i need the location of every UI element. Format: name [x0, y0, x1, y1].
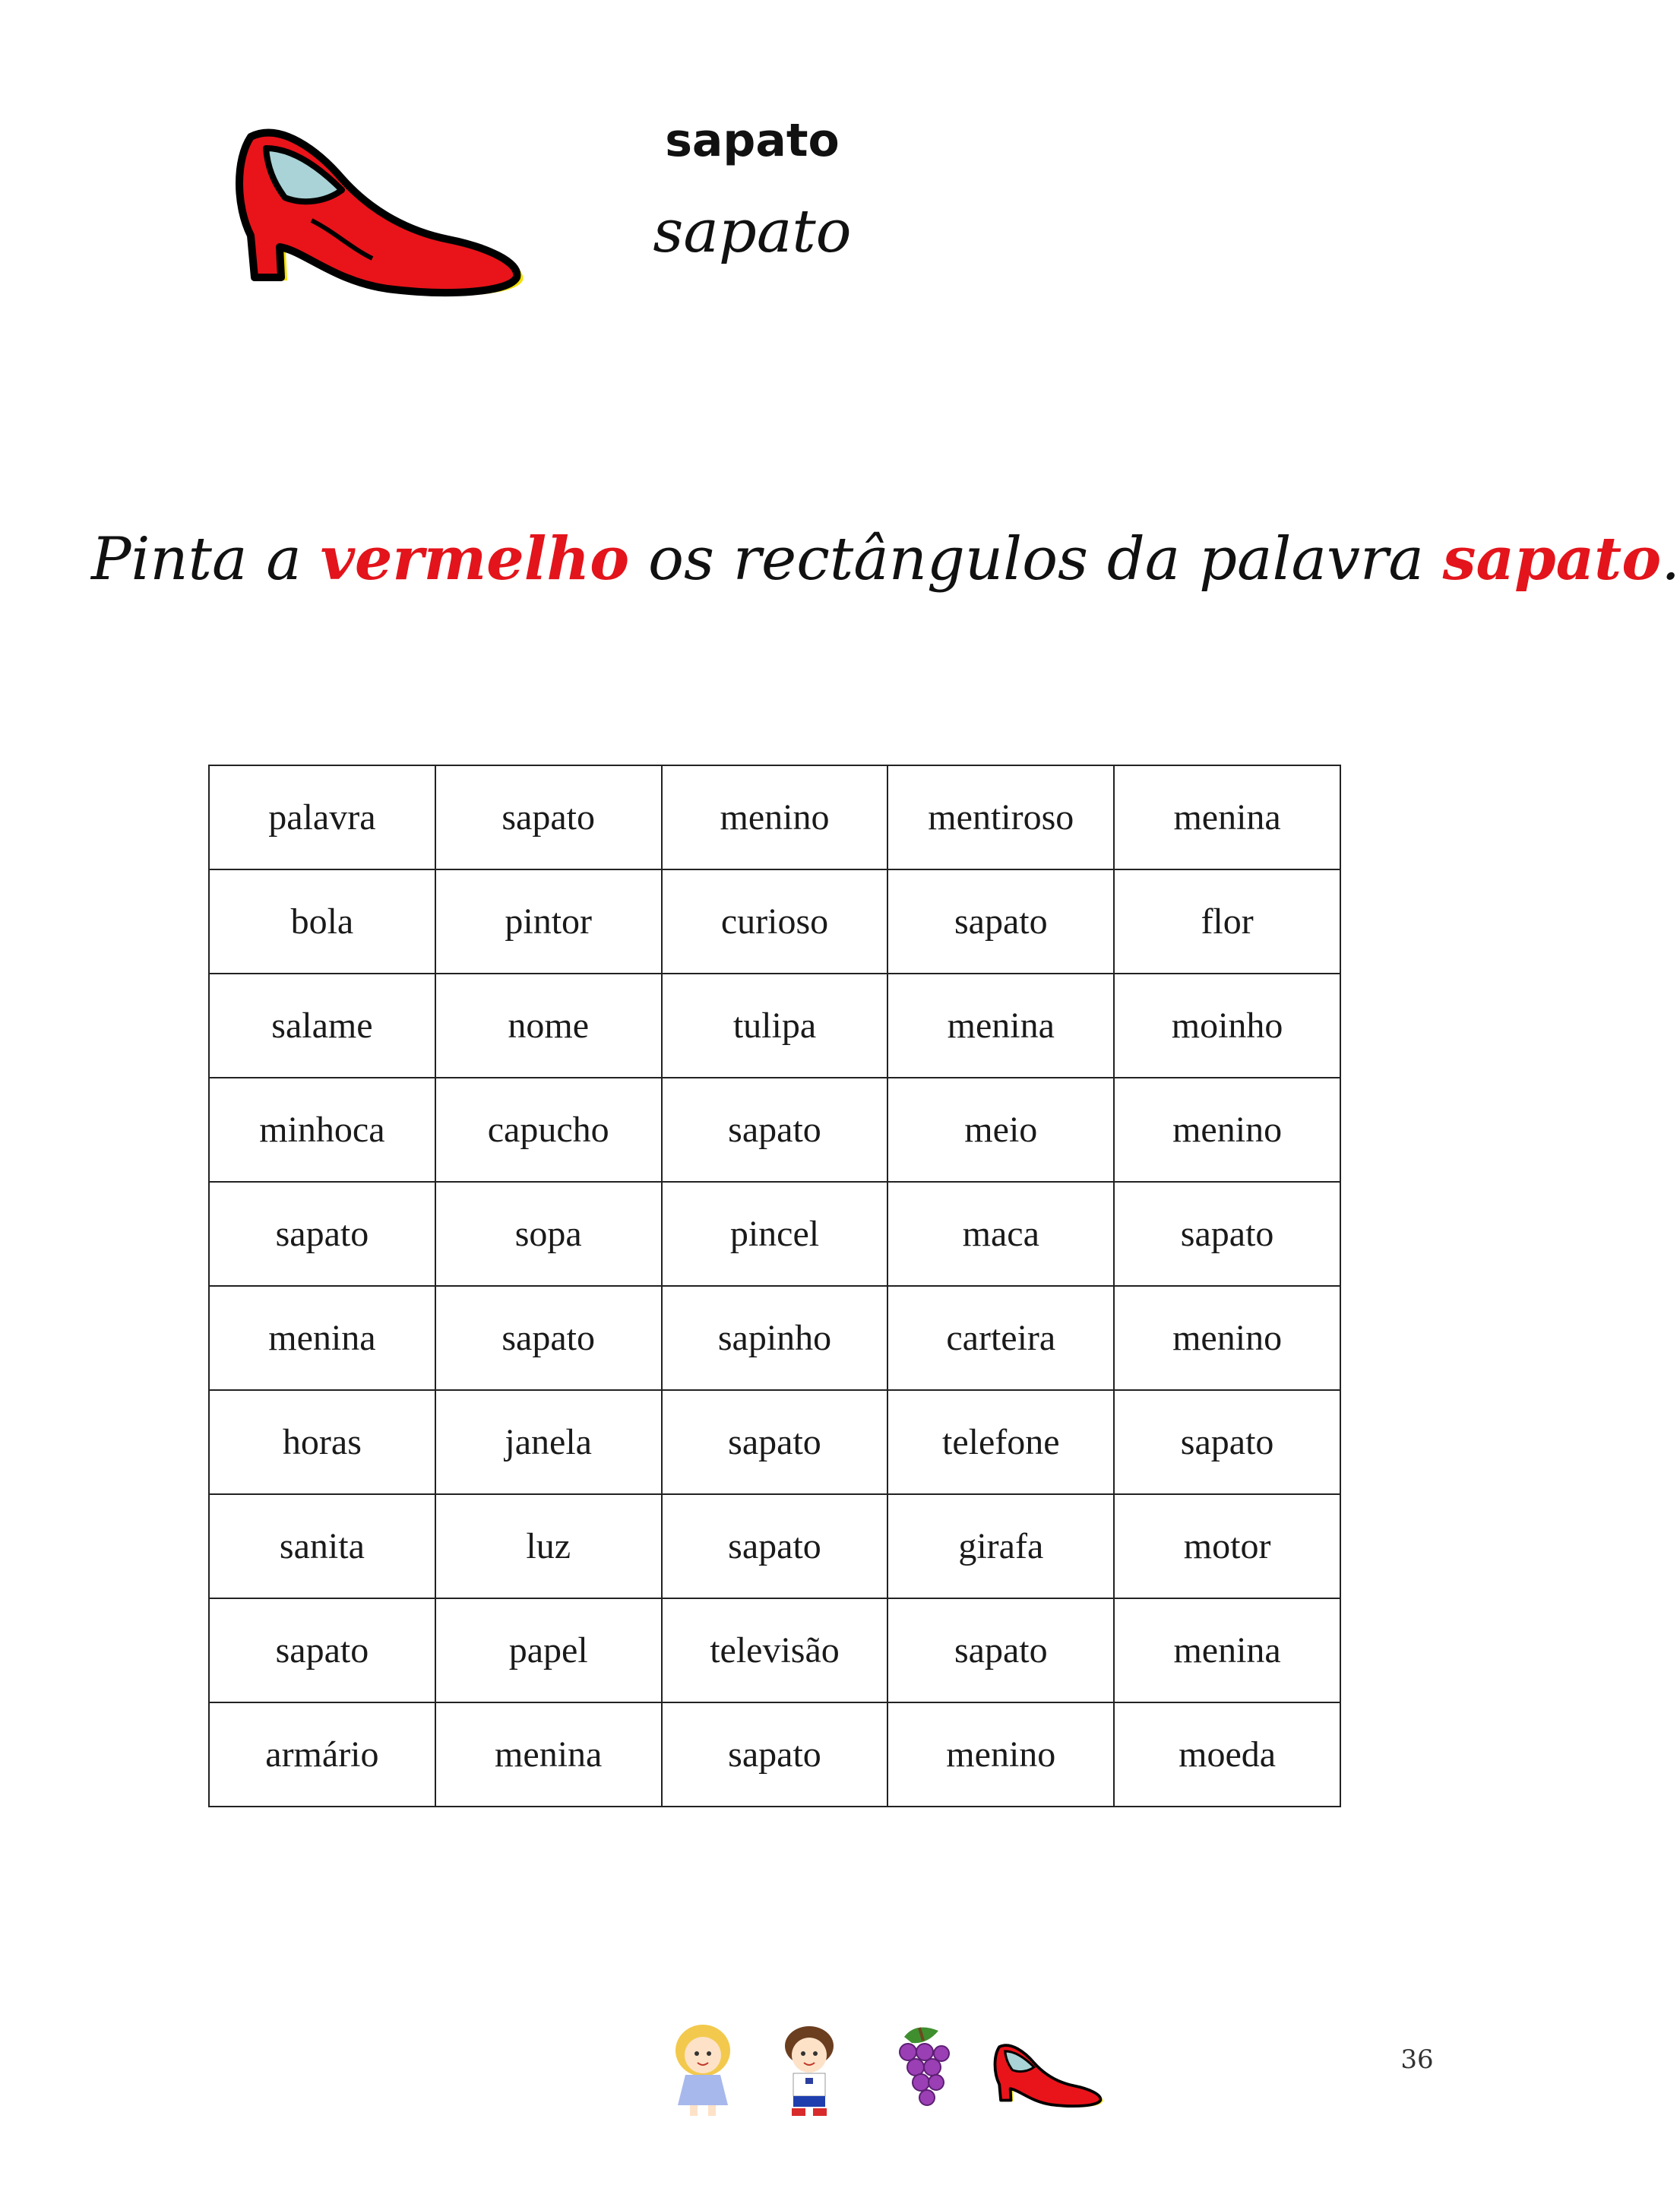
- girl-icon: [675, 2025, 730, 2116]
- word-cell[interactable]: menina: [1114, 765, 1340, 869]
- red-high-heel-shoe-icon: [220, 106, 524, 304]
- word-cell[interactable]: televisão: [662, 1598, 888, 1702]
- instruction-part1: Pinta a: [91, 525, 321, 594]
- grid-row: [209, 1702, 1340, 1807]
- word-cell[interactable]: girafa: [887, 1494, 1114, 1598]
- instruction-highlight-color: vermelho: [320, 524, 630, 594]
- word-cell[interactable]: sapato: [887, 1598, 1114, 1702]
- word-cell[interactable]: sapato: [1114, 1390, 1340, 1494]
- grapes-icon: [900, 2028, 949, 2106]
- boy-icon: [785, 2026, 834, 2116]
- word-cell[interactable]: moinho: [1114, 974, 1340, 1078]
- word-cursive: sapato: [653, 198, 852, 266]
- word-cell[interactable]: salame: [209, 974, 435, 1078]
- grid-row: [209, 974, 1340, 1078]
- grid-row: [209, 1078, 1340, 1182]
- word-cell[interactable]: pincel: [662, 1182, 888, 1286]
- page-number: 36: [1400, 2044, 1434, 2075]
- word-cell[interactable]: armário: [209, 1702, 435, 1807]
- word-cell[interactable]: sapato: [662, 1390, 888, 1494]
- word-cell[interactable]: sapato: [209, 1182, 435, 1286]
- word-print: sapato: [665, 114, 840, 167]
- word-cell[interactable]: nome: [435, 974, 662, 1078]
- grid-row: [209, 869, 1340, 974]
- word-cell[interactable]: telefone: [887, 1390, 1114, 1494]
- word-cell[interactable]: menino: [1114, 1078, 1340, 1182]
- word-cell[interactable]: palavra: [209, 765, 435, 869]
- instruction-part3: .: [1661, 525, 1680, 594]
- word-cell[interactable]: menina: [435, 1702, 662, 1807]
- word-cell[interactable]: sapinho: [662, 1286, 888, 1390]
- word-cell[interactable]: tulipa: [662, 974, 888, 1078]
- word-cell[interactable]: sapato: [887, 869, 1114, 974]
- instruction-part2: os rectângulos da palavra: [629, 525, 1443, 594]
- grid-row: [209, 1494, 1340, 1598]
- word-cell[interactable]: maca: [887, 1182, 1114, 1286]
- word-cell[interactable]: menina: [1114, 1598, 1340, 1702]
- word-cell[interactable]: horas: [209, 1390, 435, 1494]
- word-cell[interactable]: sopa: [435, 1182, 662, 1286]
- word-cell[interactable]: janela: [435, 1390, 662, 1494]
- word-cell[interactable]: bola: [209, 869, 435, 974]
- word-cell[interactable]: luz: [435, 1494, 662, 1598]
- word-cell[interactable]: menino: [1114, 1286, 1340, 1390]
- word-cell[interactable]: menino: [662, 765, 888, 869]
- word-cell[interactable]: pintor: [435, 869, 662, 974]
- word-cell[interactable]: capucho: [435, 1078, 662, 1182]
- word-cell[interactable]: curioso: [662, 869, 888, 974]
- grid-row: [209, 1182, 1340, 1286]
- word-cell[interactable]: sapato: [662, 1494, 888, 1598]
- footer-icons: [653, 2022, 1140, 2120]
- grid-row: [209, 1286, 1340, 1390]
- word-cell[interactable]: menina: [887, 974, 1114, 1078]
- word-cell[interactable]: sapato: [209, 1598, 435, 1702]
- word-cell[interactable]: sapato: [435, 765, 662, 869]
- word-cell[interactable]: mentiroso: [887, 765, 1114, 869]
- grid-row: [209, 1598, 1340, 1702]
- word-cell[interactable]: moeda: [1114, 1702, 1340, 1807]
- word-cell[interactable]: papel: [435, 1598, 662, 1702]
- word-cell[interactable]: sanita: [209, 1494, 435, 1598]
- instruction-text: [91, 524, 1680, 594]
- word-cell[interactable]: menina: [209, 1286, 435, 1390]
- word-grid: [208, 765, 1341, 1807]
- word-cell[interactable]: menino: [887, 1702, 1114, 1807]
- word-cell[interactable]: sapato: [1114, 1182, 1340, 1286]
- grid-row: [209, 765, 1340, 869]
- word-cell[interactable]: minhoca: [209, 1078, 435, 1182]
- word-cell[interactable]: sapato: [435, 1286, 662, 1390]
- red-shoe-icon: [995, 2045, 1103, 2107]
- word-cell[interactable]: carteira: [887, 1286, 1114, 1390]
- instruction-highlight-word: sapato: [1442, 524, 1662, 594]
- grid-row: [209, 1390, 1340, 1494]
- word-cell[interactable]: sapato: [662, 1702, 888, 1807]
- word-cell[interactable]: sapato: [662, 1078, 888, 1182]
- word-cell[interactable]: meio: [887, 1078, 1114, 1182]
- word-cell[interactable]: flor: [1114, 869, 1340, 974]
- word-cell[interactable]: motor: [1114, 1494, 1340, 1598]
